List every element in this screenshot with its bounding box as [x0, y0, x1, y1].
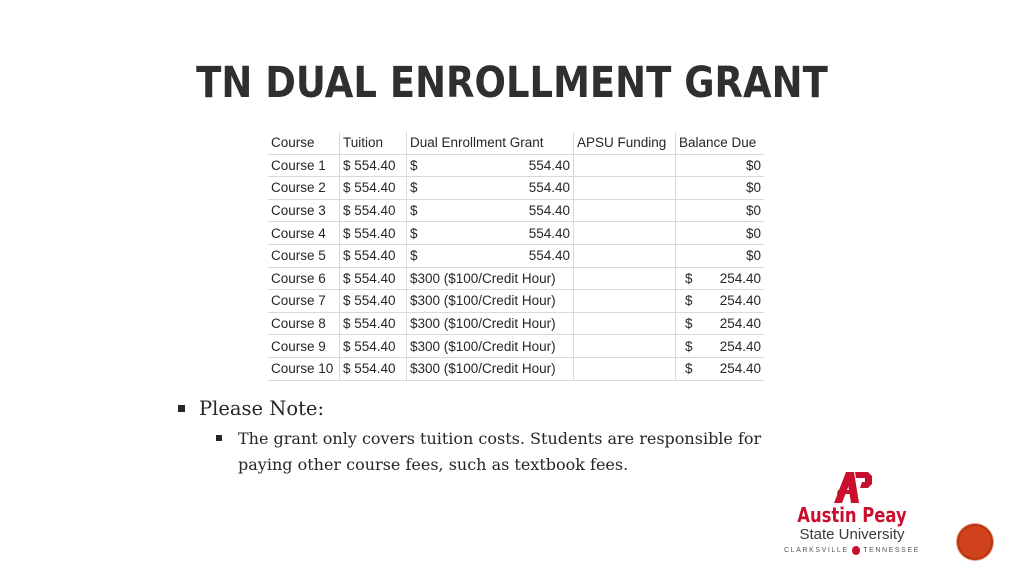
- balance-value: $0: [745, 248, 761, 264]
- balance-value: $0: [745, 203, 761, 219]
- cell-balance: [676, 244, 765, 267]
- balance-value: 254.40: [719, 361, 761, 377]
- cell-course: Course 5: [268, 244, 340, 267]
- grant-symbol: $: [410, 157, 418, 173]
- cell-grant: [407, 290, 574, 313]
- university-logo: [784, 470, 920, 555]
- balance-value: $0: [745, 225, 761, 241]
- grant-symbol: $300 ($100/Credit Hour): [410, 338, 556, 354]
- grant-symbol: $300 ($100/Credit Hour): [410, 293, 556, 309]
- star-icon: [852, 546, 861, 555]
- table-row: [268, 312, 764, 335]
- balance-symbol: [679, 226, 685, 241]
- table-row: [268, 290, 764, 313]
- table-row: [268, 244, 764, 267]
- table-row: [268, 199, 764, 222]
- bullet-icon: [216, 435, 222, 441]
- balance-symbol: [679, 248, 685, 263]
- cell-course: Course 4: [268, 222, 340, 245]
- cell-tuition: $ 554.40: [340, 267, 407, 290]
- cell-course: Course 7: [268, 290, 340, 313]
- table-header-row: [268, 132, 764, 154]
- cell-apsu-funding: [574, 199, 676, 222]
- page-number-circle: [957, 524, 993, 560]
- cell-course: Course 1: [268, 154, 340, 177]
- cell-balance: [676, 335, 765, 358]
- cell-course: Course 9: [268, 335, 340, 358]
- cell-balance: [676, 177, 765, 200]
- cell-apsu-funding: [574, 267, 676, 290]
- balance-symbol: $: [685, 361, 693, 377]
- cell-grant: [407, 335, 574, 358]
- cell-grant: [407, 199, 574, 222]
- logo-location-left: CLARKSVILLE: [784, 547, 849, 554]
- cell-course: Course 10: [268, 357, 340, 380]
- bullet-icon: [178, 405, 185, 412]
- grant-symbol: $300 ($100/Credit Hour): [410, 361, 556, 377]
- header-balance-due: Balance Due: [676, 132, 765, 154]
- cell-tuition: $ 554.40: [340, 335, 407, 358]
- table-row: [268, 335, 764, 358]
- cell-apsu-funding: [574, 335, 676, 358]
- cell-grant: [407, 357, 574, 380]
- cell-course: Course 8: [268, 312, 340, 335]
- cell-grant: [407, 154, 574, 177]
- cell-course: Course 6: [268, 267, 340, 290]
- cell-tuition: $ 554.40: [340, 290, 407, 313]
- balance-value: 254.40: [719, 316, 761, 332]
- grant-symbol: $: [410, 225, 418, 241]
- cell-grant: [407, 177, 574, 200]
- grant-value: 554.40: [528, 248, 570, 264]
- balance-symbol: [679, 203, 685, 218]
- grant-symbol: $300 ($100/Credit Hour): [410, 316, 556, 332]
- balance-value: $0: [745, 180, 761, 196]
- slide-title: TN DUAL ENROLLMENT GRANT: [196, 58, 828, 108]
- apsu-monogram-icon: [830, 470, 874, 504]
- balance-symbol: $: [685, 293, 693, 309]
- balance-value: 254.40: [719, 338, 761, 354]
- grant-symbol: $: [410, 180, 418, 196]
- table-row: [268, 154, 764, 177]
- header-apsu-funding: APSU Funding: [574, 132, 676, 154]
- header-course: Course: [268, 132, 340, 154]
- cell-tuition: $ 554.40: [340, 312, 407, 335]
- grant-value: 554.40: [528, 180, 570, 196]
- notes: [178, 397, 816, 478]
- table-row: [268, 177, 764, 200]
- cell-tuition: $ 554.40: [340, 154, 407, 177]
- cell-apsu-funding: [574, 357, 676, 380]
- logo-location-right: TENNESSEE: [863, 547, 920, 554]
- cell-balance: [676, 154, 765, 177]
- cell-apsu-funding: [574, 177, 676, 200]
- grant-value: 554.40: [528, 157, 570, 173]
- balance-value: $0: [745, 157, 761, 173]
- cell-apsu-funding: [574, 154, 676, 177]
- grant-symbol: $: [410, 248, 418, 264]
- header-tuition: Tuition: [340, 132, 407, 154]
- cell-balance: [676, 267, 765, 290]
- cell-apsu-funding: [574, 312, 676, 335]
- note-heading: Please Note:: [199, 397, 325, 420]
- balance-symbol: $: [685, 270, 693, 286]
- logo-name: Austin Peay: [797, 503, 907, 527]
- cell-apsu-funding: [574, 244, 676, 267]
- grant-value: 554.40: [528, 203, 570, 219]
- table-body: [268, 154, 764, 380]
- cell-grant: [407, 222, 574, 245]
- cell-tuition: $ 554.40: [340, 357, 407, 380]
- note-detail-item: [216, 426, 816, 478]
- cell-balance: [676, 357, 765, 380]
- balance-symbol: $: [685, 316, 693, 332]
- cell-grant: [407, 244, 574, 267]
- balance-value: 254.40: [719, 270, 761, 286]
- balance-value: 254.40: [719, 293, 761, 309]
- cell-course: Course 3: [268, 199, 340, 222]
- cell-tuition: $ 554.40: [340, 244, 407, 267]
- table-row: [268, 222, 764, 245]
- cell-grant: [407, 267, 574, 290]
- balance-symbol: [679, 158, 685, 173]
- cell-balance: [676, 290, 765, 313]
- note-heading-item: [178, 397, 816, 420]
- balance-symbol: $: [685, 338, 693, 354]
- cell-balance: [676, 312, 765, 335]
- grant-value: 554.40: [528, 225, 570, 241]
- table-row: [268, 267, 764, 290]
- cell-apsu-funding: [574, 222, 676, 245]
- cell-tuition: $ 554.40: [340, 199, 407, 222]
- cell-grant: [407, 312, 574, 335]
- cell-tuition: $ 554.40: [340, 177, 407, 200]
- cell-course: Course 2: [268, 177, 340, 200]
- logo-subtitle: State University: [799, 526, 905, 543]
- cell-tuition: $ 554.40: [340, 222, 407, 245]
- grant-symbol: $300 ($100/Credit Hour): [410, 270, 556, 286]
- table-row: [268, 357, 764, 380]
- logo-location: [784, 546, 920, 555]
- balance-symbol: [679, 180, 685, 195]
- grant-symbol: $: [410, 203, 418, 219]
- header-grant: Dual Enrollment Grant: [407, 132, 574, 154]
- grant-table: [268, 132, 764, 381]
- note-detail: The grant only covers tuition costs. Students are responsible for paying other course fees, such as textbook fees.: [238, 429, 762, 474]
- cell-balance: [676, 199, 765, 222]
- cell-balance: [676, 222, 765, 245]
- cell-apsu-funding: [574, 290, 676, 313]
